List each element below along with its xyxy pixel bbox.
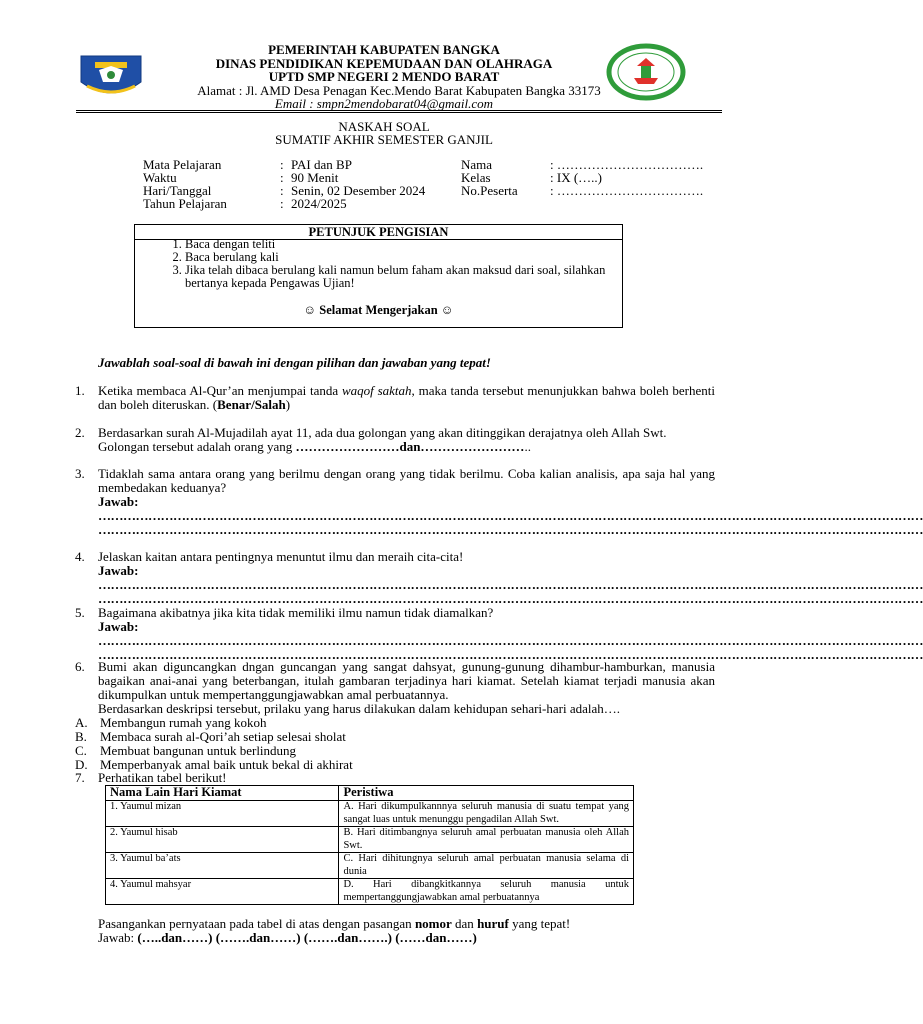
id-label-number: No.Peserta <box>461 183 518 198</box>
question-number: 7. <box>75 770 85 785</box>
table-cell-event: B. Hari ditimbangnya seluruh amal perbuatan manusia oleh Allah Swt. <box>339 827 634 853</box>
question-1 <box>75 384 715 412</box>
answer-line: ……………………………………………………………………………………………………………………………………………………………………………… <box>98 647 923 662</box>
question-number: 4. <box>75 549 85 564</box>
id-colon: : <box>280 196 284 211</box>
table-cell-name: 4. Yaumul mahsyar <box>106 879 339 905</box>
id-value-time: 90 Menit <box>291 170 339 185</box>
kiamat-table <box>105 785 634 905</box>
id-colon: : <box>280 157 284 172</box>
id-value-subject: PAI dan BP <box>291 157 352 172</box>
id-colon: : <box>280 183 284 198</box>
answer-label: Jawab: <box>98 619 139 634</box>
question-5 <box>75 605 923 662</box>
instructions-title: PETUNJUK PENGISIAN <box>135 225 622 240</box>
question-text: Bumi akan diguncangkan dngan guncangan yang sangat dahsyat, gunung-gunung dihambur-hamburkan, manusia bagaikan anai-anai yang beterbangan, itulah gambaran terjadinya hari kiamat. Setelah kiamat terjadi manusia akan dikumpulkan untuk mempertanggungjawabkan amal perbuatannya. <box>98 659 715 702</box>
table-row <box>106 879 634 905</box>
table-row <box>106 827 634 853</box>
table-row <box>106 853 634 879</box>
id-value-date: Senin, 02 Desember 2024 <box>291 183 426 198</box>
letterhead <box>0 43 768 111</box>
question-text: Perhatikan tabel berikut! <box>98 770 227 785</box>
id-colon: : <box>280 170 284 185</box>
matching-instruction: Pasangankan pernyataan pada tabel di atas dengan pasangan nomor dan huruf yang tepat! <box>98 916 571 931</box>
question-number: 1. <box>75 383 85 398</box>
instruction-item: 2. Baca berulang kali <box>185 251 625 264</box>
table-cell-event: D. Hari dibangkitkannya seluruh manusia untuk mempertanggungjawabkan amal perbuatannya <box>339 879 634 905</box>
header-dept: DINAS PENDIDIKAN KEPEMUDAAN DAN OLAHRAGA <box>215 55 553 71</box>
options <box>75 716 715 772</box>
header-gov: PEMERINTAH KABUPATEN BANGKA <box>268 42 500 57</box>
question-2 <box>75 426 715 454</box>
question-4 <box>75 549 923 606</box>
question-number: 6. <box>75 659 85 674</box>
question-text: Ketika membaca Al-Qur’an menjumpai tanda waqof saktah, maka tanda tersebut menunjukkan bahwa boleh berhenti dan boleh diteruskan. (Benar/Salah) <box>98 383 715 412</box>
answer-label: Jawab: <box>98 563 139 578</box>
id-label-class: Kelas <box>461 170 491 185</box>
table-header: Nama Lain Hari Kiamat <box>106 786 339 801</box>
id-label-date: Hari/Tanggal <box>143 183 212 198</box>
table-cell-event: C. Hari dihitungnya seluruh amal perbuatan manusia selama di dunia <box>339 853 634 879</box>
question-7 <box>75 771 715 785</box>
question-3 <box>75 466 923 537</box>
id-value-number: : ……………………………. <box>550 183 704 198</box>
greeting: ☺ Selamat Mengerjakan ☺ <box>303 303 454 317</box>
doc-subtitle: SUMATIF AKHIR SEMESTER GANJIL <box>275 132 493 147</box>
doc-title: NASKAH SOAL <box>338 119 430 134</box>
answer-line: ……………………………………………………………………………………………………………………………………………………………………………… <box>98 508 923 523</box>
question-text: Berdasarkan surah Al-Mujadilah ayat 11, ada dua golongan yang akan ditinggikan derajatnya oleh Allah Swt. Golongan tersebut adalah orang yang ……………………dan…………………….. <box>98 425 667 454</box>
matching-answer: Jawab: (…..dan……) (…….dan……) (…….dan…….) (……dan……) <box>98 930 477 945</box>
question-text: Bagaimana akibatnya jika kita tidak memiliki ilmu namun tidak diamalkan? <box>98 605 494 620</box>
answer-line: ……………………………………………………………………………………………………………………………………………………………………………… <box>98 522 923 537</box>
id-label-name: Nama <box>461 157 493 172</box>
instruction-item: 1. Baca dengan teliti <box>185 238 625 251</box>
answer-line: ……………………………………………………………………………………………………………………………………………………………………………… <box>98 633 923 648</box>
table-row <box>106 801 634 827</box>
id-label-time: Waktu <box>143 170 177 185</box>
question-text: Tidaklah sama antara orang yang berilmu dengan orang yang tidak berilmu. Coba kalian analisis, apa saja hal yang membedakan keduanya? <box>98 466 715 495</box>
answer-label: Jawab: <box>98 494 139 509</box>
question-number: 2. <box>75 425 85 440</box>
id-label-subject: Mata Pelajaran <box>143 157 222 172</box>
id-value-class: : IX (…..) <box>550 170 602 185</box>
table-cell-name: 1. Yaumul mizan <box>106 801 339 827</box>
table-cell-event: A. Hari dikumpulkannnya seluruh manusia di suatu tempat yang sangat luas untuk menunggu pengadilan Allah Swt. <box>339 801 634 827</box>
instruction-item: 3. Jika telah dibaca berulang kali namun belum faham akan maksud dari soal, silahkan bertanya kepada Pengawas Ujian! <box>185 264 625 290</box>
table-cell-name: 2. Yaumul hisab <box>106 827 339 853</box>
id-value-name: : ……………………………. <box>550 157 704 172</box>
question-6 <box>75 660 715 772</box>
answer-line: ……………………………………………………………………………………………………………………………………………………………………………… <box>98 577 923 592</box>
question-text: Jelaskan kaitan antara pentingnya menuntut ilmu dan meraih cita-cita! <box>98 549 464 564</box>
table-cell-name: 3. Yaumul ba’ats <box>106 853 339 879</box>
question-number: 5. <box>75 605 85 620</box>
option-c[interactable]: C. Membuat bangunan untuk berlindung <box>75 743 297 758</box>
option-d[interactable]: D. Memperbanyak amal baik untuk bekal di akhirat <box>75 757 353 772</box>
header-divider-2 <box>76 112 722 113</box>
option-a[interactable]: A. Membangun rumah yang kokoh <box>75 715 267 730</box>
id-value-year: 2024/2025 <box>291 196 347 211</box>
question-number: 3. <box>75 466 85 481</box>
header-email: Email : smpn2mendobarat04@gmail.com <box>274 96 494 111</box>
table-header: Peristiwa <box>339 786 634 801</box>
answer-line: ……………………………………………………………………………………………………………………………………………………………………………… <box>98 591 923 606</box>
header-address: Alamat : Jl. AMD Desa Penagan Kec.Mendo Barat Kabupaten Bangka 33173 <box>197 82 601 98</box>
header-school: UPTD SMP NEGERI 2 MENDO BARAT <box>268 69 500 84</box>
option-b[interactable]: B. Membaca surah al-Qori’ah setiap selesai sholat <box>75 729 346 744</box>
instructions-box <box>134 224 623 328</box>
answer-instruction: Jawablah soal-soal di bawah ini dengan pilihan dan jawaban yang tepat! <box>98 355 491 370</box>
instructions-list <box>163 238 625 290</box>
question-prompt: Berdasarkan deskripsi tersebut, prilaku yang harus dilakukan dalam kehidupan sehari-hari adalah…. <box>98 701 620 716</box>
header-divider <box>76 110 722 111</box>
id-label-year: Tahun Pelajaran <box>143 196 227 211</box>
table-header-row <box>106 786 634 801</box>
